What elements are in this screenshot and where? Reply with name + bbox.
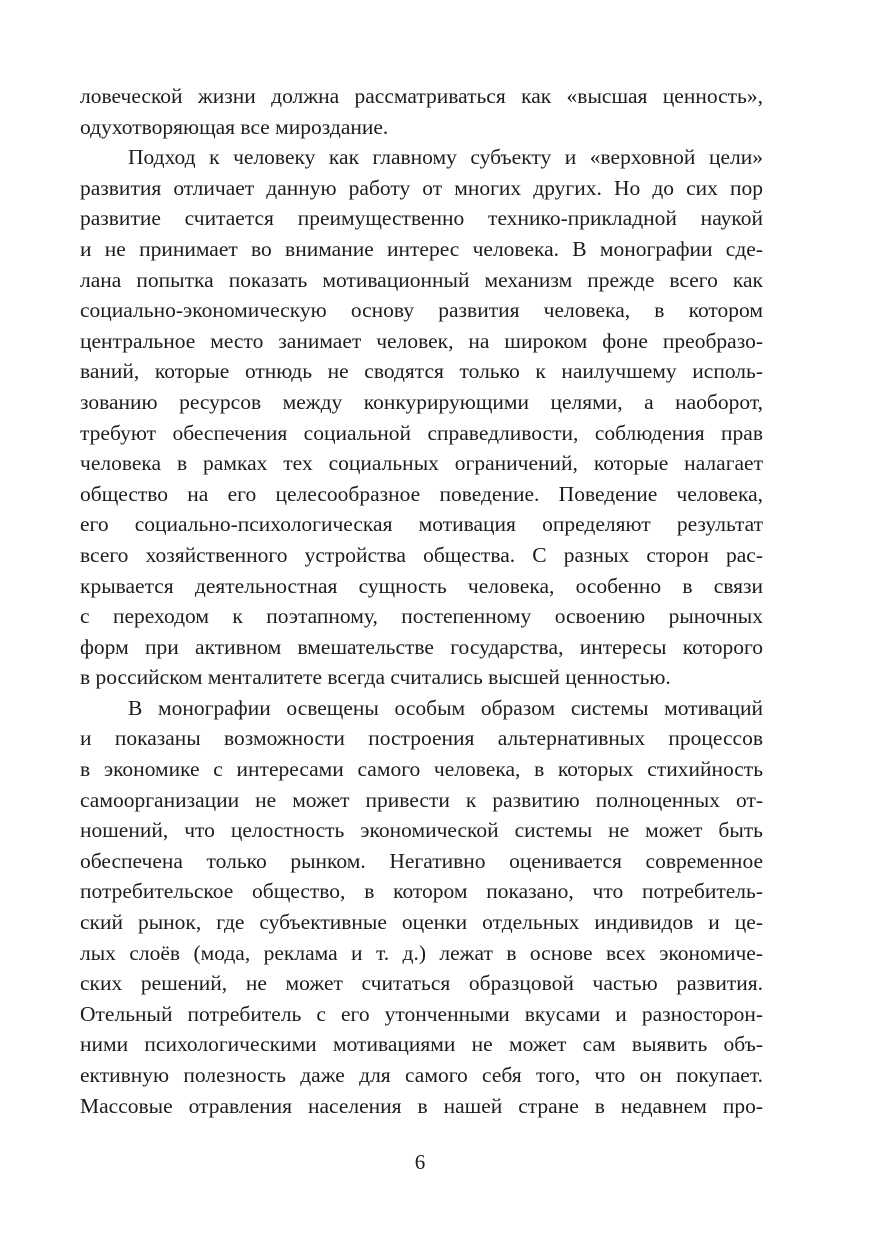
text-line: требуют обеспечения социальной справедливости, соблюдения прав [80, 420, 763, 445]
text-line: ских решений, не может считаться образцовой частью развития. [80, 971, 763, 996]
text-line: В монографии освещены особым образом системы мотиваций [128, 695, 763, 720]
text-line: и не принимает во внимание интерес человека. В монографии сде- [80, 236, 763, 261]
text-line: всего хозяйственного устройства общества. С разных сторон рас- [80, 542, 763, 567]
text-line: одухотворяющая все мироздание. [80, 114, 389, 139]
text-line: самоорганизации не может привести к развитию полноценных от- [80, 787, 763, 812]
text-line: лана попытка показать мотивационный механизм прежде всего как [80, 267, 763, 292]
text-line: ношений, что целостность экономической системы не может быть [80, 818, 763, 843]
text-line: форм при активном вмешательстве государства, интересы которого [80, 634, 763, 659]
text-line: в российском менталитете всегда считались высшей ценностью. [80, 665, 671, 690]
text-line: ский рынок, где субъективные оценки отдельных индивидов и це- [80, 910, 763, 935]
page-number: 6 [414, 1150, 426, 1174]
text-line: Массовые отравления населения в нашей стране в недавнем про- [80, 1093, 763, 1118]
text-line: Подход к человеку как главному субъекту и «верховной цели» [128, 145, 763, 170]
text-line: крывается деятельностная сущность человека, особенно в связи [80, 573, 763, 598]
text-line: ними психологическими мотивациями не может сам выявить объ- [80, 1032, 763, 1057]
body-text [80, 81, 763, 1121]
text-line: потребительское общество, в котором показано, что потребитель- [80, 879, 763, 904]
text-line: с переходом к поэтапному, постепенному освоению рыночных [80, 604, 763, 629]
text-line: лых слоёв (мода, реклама и т. д.) лежат в основе всех экономиче- [80, 940, 763, 965]
text-line: зованию ресурсов между конкурирующими целями, а наоборот, [80, 389, 763, 414]
text-line: центральное место занимает человек, на широком фоне преобразо- [80, 328, 763, 353]
text-line: общество на его целесообразное поведение. Поведение человека, [80, 481, 763, 506]
paragraph [80, 142, 763, 693]
text-line: социально-экономическую основу развития человека, в котором [80, 298, 763, 323]
text-line: развитие считается преимущественно технико-прикладной наукой [80, 206, 763, 231]
text-line: в экономике с интересами самого человека, в которых стихийность [80, 757, 763, 782]
text-line: Отельный потребитель с его утонченными вкусами и разносторон- [80, 1001, 763, 1026]
paragraph [80, 693, 763, 1121]
text-line: и показаны возможности построения альтернативных процессов [80, 726, 763, 751]
text-line: его социально-психологическая мотивация определяют результат [80, 512, 763, 537]
text-line: обеспечена только рынком. Негативно оценивается современное [80, 848, 763, 873]
text-line: ловеческой жизни должна рассматриваться как «высшая ценность», [80, 84, 763, 108]
text-line: развития отличает данную работу от многих других. Но до сих пор [80, 175, 763, 200]
paragraph [80, 81, 763, 142]
text-line: ваний, которые отнюдь не сводятся только к наилучшему исполь- [80, 359, 763, 384]
text-line: ективную полезность даже для самого себя того, что он покупает. [80, 1063, 763, 1087]
text-line: человека в рамках тех социальных ограничений, которые налагает [80, 451, 763, 476]
